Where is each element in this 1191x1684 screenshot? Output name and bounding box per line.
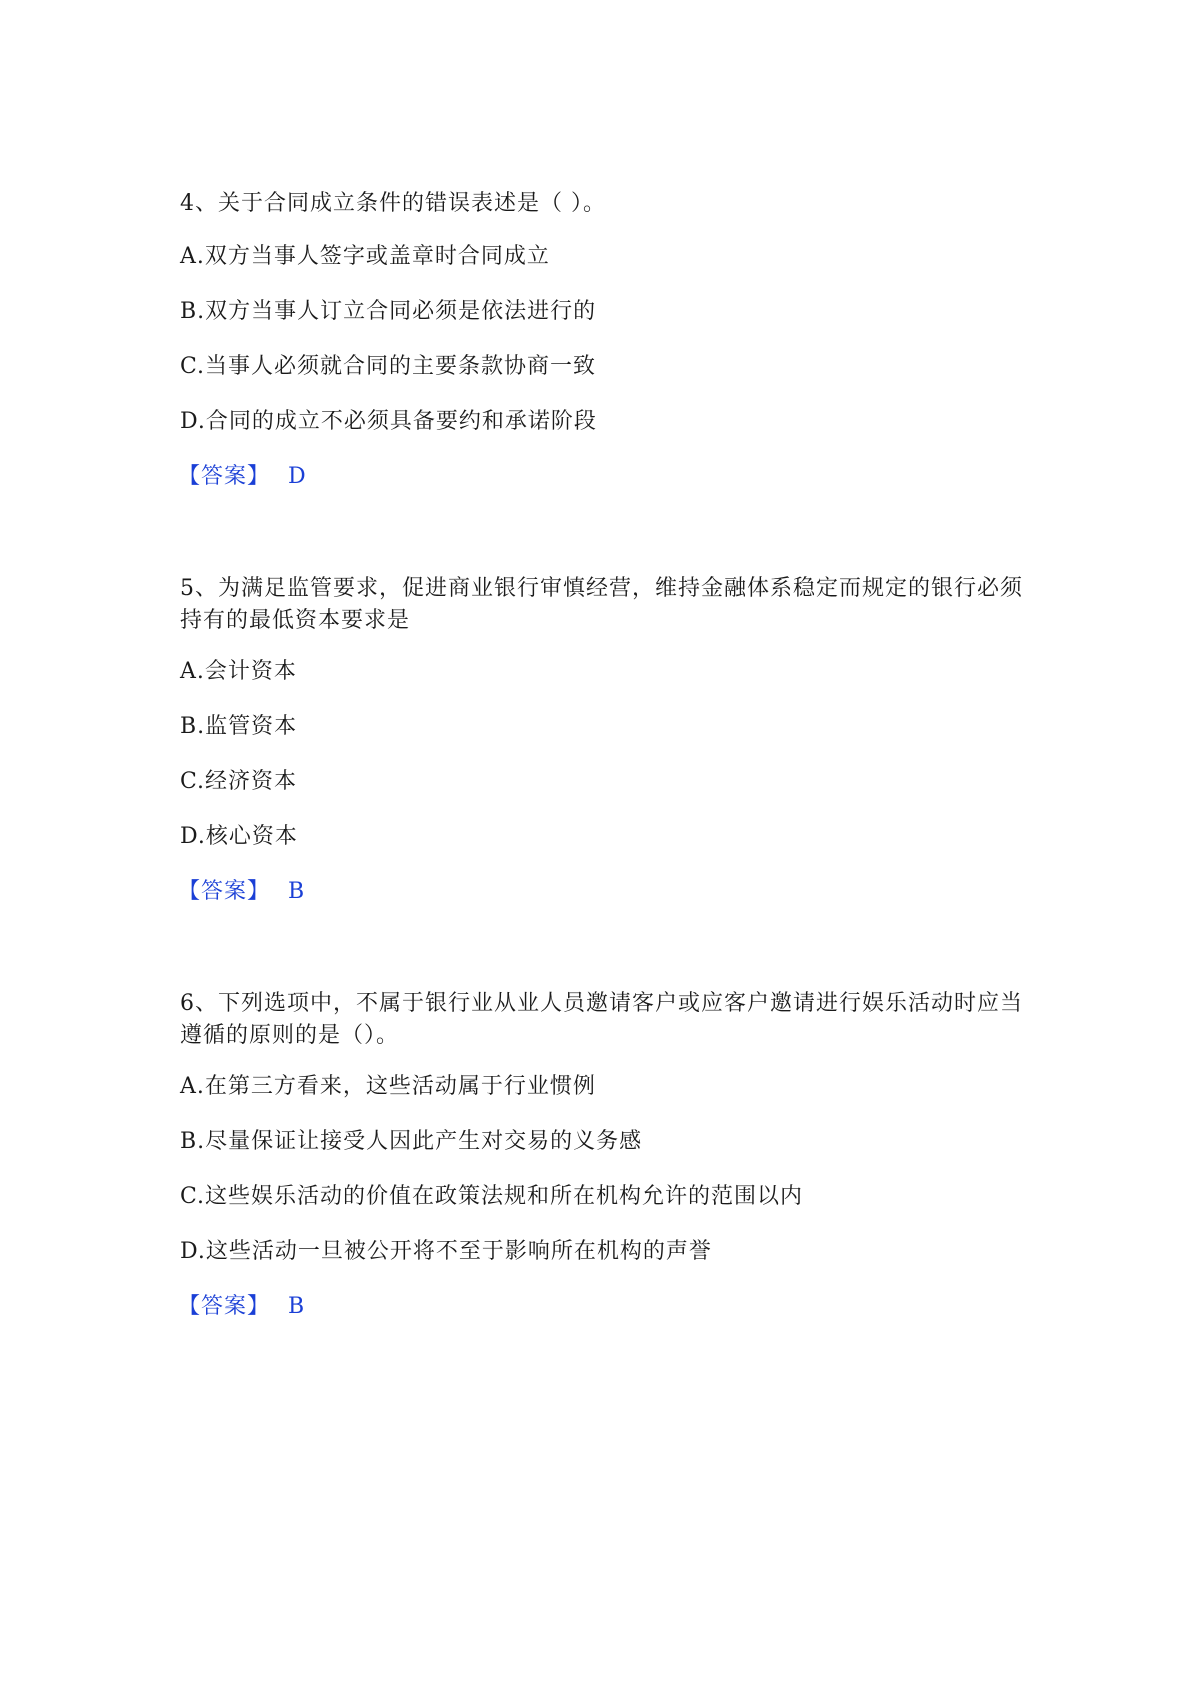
option-b: B.双方当事人订立合同必须是依法进行的 xyxy=(180,299,597,324)
answer-value: B xyxy=(288,1294,306,1319)
option-d: D.核心资本 xyxy=(180,824,298,849)
question-4 xyxy=(178,188,1040,489)
question-stem: 5、为满足监管要求，促进商业银行审慎经营，维持金融体系稳定而规定的银行必须持有的最低资本要求是 xyxy=(180,576,1023,633)
answer-label: 【答案】 xyxy=(178,1294,271,1319)
option-a: A.会计资本 xyxy=(180,659,297,684)
option-a: A.在第三方看来，这些活动属于行业惯例 xyxy=(180,1074,596,1099)
question-stem: 4、关于合同成立条件的错误表述是（ ）。 xyxy=(180,191,606,216)
option-c: C.当事人必须就合同的主要条款协商一致 xyxy=(180,354,597,379)
question-stem: 6、下列选项中，不属于银行业从业人员邀请客户或应客户邀请进行娱乐活动时应当遵循的原则的是（）。 xyxy=(180,991,1023,1048)
option-d: D.这些活动一旦被公开将不至于影响所在机构的声誉 xyxy=(180,1239,712,1264)
option-a: A.双方当事人签字或盖章时合同成立 xyxy=(180,244,550,269)
answer-label: 【答案】 xyxy=(178,879,271,904)
option-b: B.监管资本 xyxy=(180,714,298,739)
answer-line xyxy=(178,1292,305,1322)
option-b: B.尽量保证让接受人因此产生对交易的义务感 xyxy=(180,1129,643,1154)
answer-line xyxy=(178,462,307,492)
question-6 xyxy=(178,988,1040,1319)
question-5 xyxy=(178,573,1040,904)
option-c: C.经济资本 xyxy=(180,769,298,794)
answer-line xyxy=(178,877,305,907)
answer-value: D xyxy=(288,464,307,489)
option-d: D.合同的成立不必须具备要约和承诺阶段 xyxy=(180,409,597,434)
answer-value: B xyxy=(288,879,306,904)
answer-label: 【答案】 xyxy=(178,464,271,489)
option-c: C.这些娱乐活动的价值在政策法规和所在机构允许的范围以内 xyxy=(180,1184,804,1209)
